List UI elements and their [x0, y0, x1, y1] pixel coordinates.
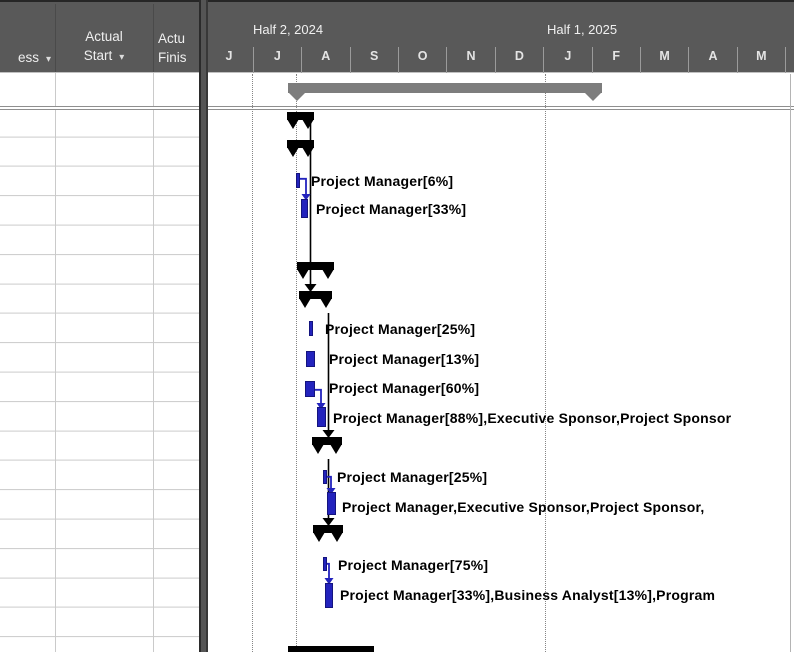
month-label: A	[708, 49, 718, 63]
grid-header	[0, 0, 794, 73]
actual-finish-line1: Actu	[158, 31, 186, 46]
actual-start-line2: Start ▾	[83, 48, 125, 63]
resource-assignment-label: Project Manager[88%],Executive Sponsor,Project Sponsor	[333, 410, 732, 426]
resource-assignment-label: Project Manager[60%]	[329, 380, 480, 396]
date-gridline	[296, 74, 297, 652]
month-label: D	[514, 49, 524, 63]
date-gridline	[545, 74, 546, 652]
summary-task-bar[interactable]	[287, 112, 314, 130]
filter-dropdown-icon[interactable]: ▾	[119, 52, 125, 63]
date-gridline	[790, 74, 791, 652]
task-bar[interactable]	[323, 470, 327, 484]
task-bar[interactable]	[325, 583, 333, 608]
resource-assignment-label: Project Manager[6%]	[311, 173, 454, 189]
filter-dropdown-icon[interactable]: ▾	[45, 54, 51, 65]
date-gridline	[252, 74, 253, 652]
month-label: A	[321, 49, 331, 63]
resource-assignment-label: Project Manager[33%],Business Analyst[13%],Program	[340, 587, 716, 603]
column-header-progress[interactable]	[0, 2, 55, 75]
month-label: O	[417, 49, 428, 63]
task-link-arrow	[327, 563, 335, 585]
column-header-actual-finish[interactable]	[153, 2, 199, 75]
summary-task-bar[interactable]	[312, 437, 342, 455]
summary-task-bar[interactable]	[313, 525, 343, 543]
column-header-progress-label: ess	[17, 50, 39, 65]
column-gridline	[55, 73, 56, 652]
view-splitter-handle[interactable]	[199, 0, 208, 652]
month-tick	[785, 47, 786, 74]
summary-task-bar[interactable]	[299, 291, 332, 309]
task-bar[interactable]	[306, 351, 315, 367]
timescale-header[interactable]	[208, 2, 794, 75]
task-bar[interactable]	[309, 321, 313, 336]
column-header-actual-start[interactable]	[55, 2, 153, 75]
resource-assignment-label: Project Manager[13%]	[329, 351, 480, 367]
summary-row-separator	[0, 106, 794, 110]
month-label: N	[466, 49, 476, 63]
task-bar[interactable]	[305, 381, 315, 397]
actual-start-line1: Actual	[85, 29, 123, 44]
month-label: J	[564, 49, 572, 63]
column-gridline	[153, 73, 154, 652]
resource-assignment-label: Project Manager,Executive Sponsor,Project Sponsor,	[342, 499, 705, 515]
month-label: J	[225, 49, 233, 63]
month-label: J	[273, 49, 281, 63]
month-label: M	[659, 49, 670, 63]
month-label: S	[370, 49, 379, 63]
task-bar[interactable]	[301, 199, 308, 218]
timescale-period-label: Half 1, 2025	[547, 22, 618, 37]
month-label: M	[756, 49, 767, 63]
task-bar[interactable]	[296, 173, 300, 188]
summary-task-bar[interactable]	[288, 646, 374, 652]
task-bar[interactable]	[327, 492, 336, 515]
task-table-grid[interactable]	[0, 73, 199, 652]
summary-task-bar[interactable]	[287, 140, 314, 158]
task-bar[interactable]	[323, 557, 327, 571]
resource-assignment-label: Project Manager[25%]	[325, 321, 476, 337]
resource-assignment-label: Project Manager[25%]	[337, 469, 488, 485]
month-label: F	[612, 49, 620, 63]
project-summary-bar[interactable]	[288, 83, 602, 101]
summary-task-bar[interactable]	[297, 262, 334, 280]
resource-assignment-label: Project Manager[33%]	[316, 201, 467, 217]
actual-finish-line2: Finis	[158, 50, 187, 65]
task-bar[interactable]	[317, 407, 326, 427]
timescale-period-label: Half 2, 2024	[253, 22, 324, 37]
resource-assignment-label: Project Manager[75%]	[338, 557, 489, 573]
